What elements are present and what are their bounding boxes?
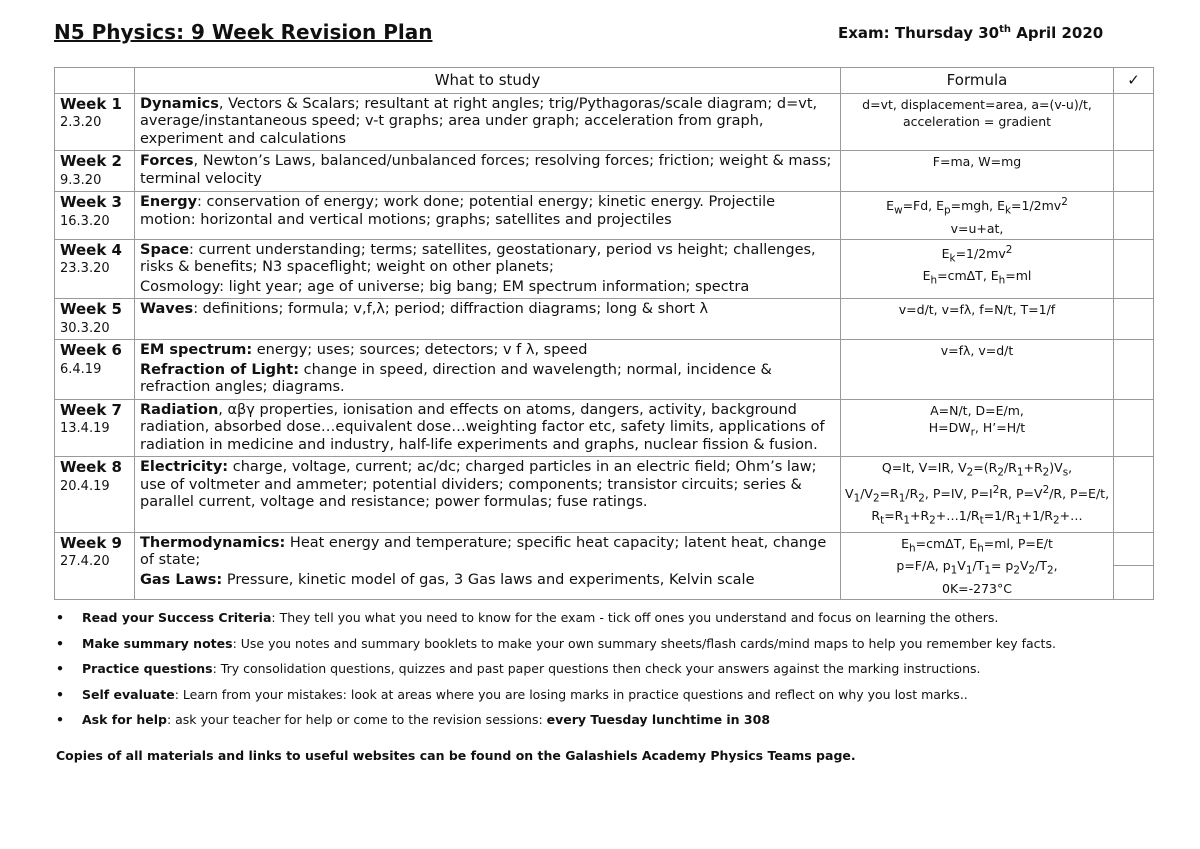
week-date: 27.4.20	[60, 554, 110, 570]
week-cell	[55, 93, 135, 151]
table-row	[55, 532, 1154, 599]
study-cell	[135, 239, 841, 299]
topic-paragraph	[140, 402, 835, 455]
topic-title: Waves	[140, 301, 194, 318]
topic-paragraph	[140, 279, 835, 297]
topic-paragraph	[140, 535, 835, 570]
week-date: 13.4.19	[60, 421, 110, 437]
table-row	[55, 151, 1154, 192]
tip-item	[56, 712, 1056, 738]
tick-box-cell[interactable]	[1114, 239, 1154, 299]
week-date: 9.3.20	[60, 172, 102, 188]
topic-text: : current understanding; terms; satellites, geostationary, period vs height; challenges, risks & benefits; N3 spaceflight; weight on other planets;	[140, 241, 816, 276]
tip-item	[56, 687, 1056, 713]
topic-paragraph	[140, 153, 835, 188]
header-week	[55, 68, 135, 94]
study-cell	[135, 151, 841, 192]
week-label: Week 8	[60, 458, 122, 477]
tip-text: : ask your teacher for help or come to the revision sessions:	[166, 712, 547, 727]
table-row	[55, 399, 1154, 457]
topic-text: Pressure, kinetic model of gas, 3 Gas laws and experiments, Kelvin scale	[222, 571, 755, 588]
tick-box-cell[interactable]	[1114, 399, 1154, 457]
tick-box-cell[interactable]	[1114, 299, 1154, 340]
bullet-dot-icon: •	[56, 686, 64, 702]
header-what-to-study: What to study	[135, 68, 841, 94]
table-row	[55, 192, 1154, 240]
tip-heading: Self evaluate	[82, 686, 175, 702]
week-date: 6.4.19	[60, 361, 102, 377]
formula-line: $V_1/V_2=R_1/R_2$, P=IV, $P=I^2R$, $P=V^2/R$, P=E/t,	[845, 483, 1110, 505]
topic-title: Electricity:	[140, 459, 229, 476]
week-cell	[55, 299, 135, 340]
topic-title: EM spectrum:	[140, 342, 253, 359]
table-row	[55, 457, 1154, 533]
topic-paragraph	[140, 459, 835, 512]
tip-heading: Practice questions	[82, 661, 213, 676]
formula-line: v=fλ, v=d/t	[940, 343, 1014, 359]
page-title: N5 Physics: 9 Week Revision Plan	[54, 20, 433, 44]
formula-cell	[841, 340, 1114, 400]
topic-title: Dynamics	[140, 95, 219, 112]
tip-content	[82, 712, 770, 727]
exam-date	[838, 24, 1103, 42]
week-date: 30.3.20	[60, 320, 110, 336]
formula-line: $E_h=cm\Delta T$, $E_h=ml$	[922, 268, 1032, 287]
formula-line: 0K=-273°C	[942, 580, 1012, 596]
topic-paragraph	[140, 96, 835, 149]
topic-text: , Vectors & Scalars; resultant at right angles; trig/Pythagoras/scale diagram; d=vt, average/instantaneous speed; v-t graphs; area under graph; acceleration from graph, experiment and calculations	[140, 95, 818, 147]
table-row	[55, 239, 1154, 299]
formula-cell	[841, 151, 1114, 192]
topic-text: energy; uses; sources; detectors; v f λ, speed	[252, 342, 588, 359]
week-date: 20.4.19	[60, 478, 110, 494]
topic-paragraph	[140, 194, 835, 229]
week-cell	[55, 457, 135, 533]
topic-title: Space	[140, 241, 190, 258]
study-cell	[135, 399, 841, 457]
study-cell	[135, 192, 841, 240]
bullet-dot-icon: •	[56, 610, 64, 625]
topic-text: Heat energy and temperature; specific heat capacity; latent heat, change of state;	[140, 534, 827, 569]
topic-paragraph	[140, 572, 835, 590]
tick-box-cell[interactable]	[1114, 457, 1154, 533]
exam-date-superscript: th	[999, 24, 1011, 35]
formula-line: v=u+at,	[950, 220, 1004, 236]
week-label: Week 1	[60, 94, 122, 113]
tip-content	[82, 661, 980, 676]
tips-list	[56, 610, 1056, 738]
week-label: Week 5	[60, 300, 122, 319]
study-cell	[135, 532, 841, 599]
tick-box-cell[interactable]	[1114, 340, 1154, 400]
header-formula: Formula	[841, 68, 1114, 94]
bullet-dot-icon: •	[56, 661, 64, 676]
formula-line: acceleration = gradient	[902, 113, 1052, 129]
topic-paragraph	[140, 242, 835, 277]
exam-date-prefix: Exam: Thursday 30	[838, 24, 1000, 42]
topic-text: charge, voltage, current; ac/dc; charged particles in an electric field; Ohm’s law; use of voltmeter and ammeter; potential dividers; components; transistor circuits; series & parallel current, voltage and resistance; power formulas; fuse ratings.	[140, 459, 817, 511]
tip-item	[56, 636, 1056, 662]
week-label: Week 9	[60, 533, 122, 552]
formula-cell	[841, 93, 1114, 151]
topic-paragraph	[140, 362, 835, 397]
topic-title: Thermodynamics:	[140, 534, 286, 551]
tip-text: : Try consolidation questions, quizzes and past paper questions then check your answers against the marking instructions.	[212, 661, 981, 676]
topic-text: , αβγ properties, ionisation and effects on atoms, dangers, activity, background radiation, absorbed dose…equivalent dose…weighting factor etc, safety limits, applications of radiation in medicine and industry, half-life experiments and graphs, nuclear fission & fusion.	[140, 401, 825, 453]
tip-item	[56, 661, 1056, 687]
topic-paragraph	[140, 342, 835, 360]
formula-line: $E_h=cm\Delta T$, $E_h=ml$, P=E/t	[901, 535, 1053, 555]
week-label: Week 7	[60, 400, 122, 419]
week-cell	[55, 340, 135, 400]
week-cell	[55, 399, 135, 457]
bullet-dot-icon: •	[56, 635, 64, 651]
tip-content	[82, 687, 968, 702]
table-row	[55, 299, 1154, 340]
week-label: Week 6	[60, 341, 122, 360]
study-cell	[135, 299, 841, 340]
week-label: Week 4	[60, 240, 122, 259]
tip-emphasis: every Tuesday lunchtime in 308	[546, 712, 771, 727]
tip-text: : Learn from your mistakes: look at areas where you are losing marks in practice questions and reflect on why you lost marks..	[174, 686, 968, 702]
week-label: Week 2	[60, 152, 122, 170]
revision-table	[54, 67, 1154, 600]
topic-title: Radiation	[140, 401, 219, 418]
study-cell	[135, 457, 841, 533]
tip-content	[82, 636, 1056, 651]
formula-cell	[841, 457, 1114, 533]
table-body	[55, 93, 1154, 599]
week-cell	[55, 151, 135, 192]
formula-line: Q=It, V=IR, $V_2=(R_2/R_1+R_2)V_s$,	[881, 460, 1073, 479]
tip-heading: Make summary notes	[82, 635, 233, 651]
week-label: Week 3	[60, 193, 122, 211]
tip-text: : Use you notes and summary booklets to make your own summary sheets/flash cards/mind maps to help you remember key facts.	[232, 635, 1056, 651]
tip-content	[82, 610, 998, 625]
table-header-row	[55, 68, 1154, 94]
formula-cell	[841, 532, 1114, 599]
topic-title: Gas Laws:	[140, 571, 223, 588]
topic-text: Cosmology: light year; age of universe; big bang; EM spectrum information; spectra	[140, 278, 750, 295]
topic-title: Energy	[140, 194, 198, 210]
checkmark-icon: ✓	[1114, 68, 1154, 94]
formula-line: F=ma, W=mg	[932, 154, 1022, 169]
topic-text: change in speed, direction and wavelength; normal, incidence & refraction angles; diagrams.	[140, 361, 772, 396]
footer-note: Copies of all materials and links to useful websites can be found on the Galashiels Academy Physics Teams page.	[56, 748, 856, 763]
tip-item	[56, 610, 1056, 636]
topic-text: , Newton’s Laws, balanced/unbalanced forces; resolving forces; friction; weight & mass; terminal velocity	[140, 153, 832, 187]
table-row	[55, 93, 1154, 151]
formula-cell	[841, 239, 1114, 299]
week-date: 23.3.20	[60, 261, 110, 277]
week-cell	[55, 192, 135, 240]
formula-line: $R_t=R_1+R_2+\dots 1/R_t=1/R_1+1/R_2+\dots$	[871, 508, 1083, 527]
formula-line: v=d/t, v=fλ, f=N/t, T=1/f	[898, 302, 1056, 318]
formula-cell	[841, 399, 1114, 457]
topic-title: Refraction of Light:	[140, 361, 300, 378]
week-cell	[55, 532, 135, 599]
week-date: 2.3.20	[60, 115, 102, 130]
formula-line: d=vt, displacement=area, a=(v-u)/t,	[862, 96, 1092, 112]
tick-box-cell[interactable]	[1114, 93, 1154, 151]
table-row	[55, 340, 1154, 400]
formula-line: A=N/t, D=E/m,	[930, 402, 1024, 418]
topic-text: : conservation of energy; work done; potential energy; kinetic energy. Projectile motion: horizontal and vertical motions; graphs; satellites and projectiles	[140, 194, 776, 228]
exam-date-suffix: April 2020	[1011, 24, 1104, 42]
week-cell	[55, 239, 135, 299]
tip-text: : They tell you what you need to know for the exam - tick off ones you understand and focus on learning the others.	[271, 610, 999, 625]
tip-heading: Ask for help	[82, 712, 167, 727]
formula-line: $E_k=1/2mv^2$	[941, 243, 1013, 265]
formula-cell	[841, 299, 1114, 340]
study-cell	[135, 340, 841, 400]
tick-box-cell[interactable]	[1114, 192, 1154, 240]
formula-line: p=F/A, $p_1V_1/T_1= p_2V_2/T_2$,	[896, 558, 1058, 577]
tick-box-divider	[1114, 533, 1153, 566]
formula-line: $H=DW_r$, H’=H/t	[928, 419, 1026, 439]
tip-heading: Read your Success Criteria	[82, 610, 272, 625]
formula-cell	[841, 192, 1114, 240]
formula-line: $E_w=Fd$, $E_p=mgh$, $E_k=1/2mv^2$	[886, 196, 1068, 217]
week-date: 16.3.20	[60, 213, 110, 229]
study-cell	[135, 93, 841, 151]
tick-box-cell[interactable]	[1114, 532, 1154, 599]
tick-box-cell[interactable]	[1114, 151, 1154, 192]
topic-title: Forces	[140, 153, 194, 169]
bullet-dot-icon: •	[56, 712, 64, 727]
topic-paragraph	[140, 301, 835, 319]
topic-text: : definitions; formula; v,f,λ; period; diffraction diagrams; long & short λ	[193, 301, 709, 318]
